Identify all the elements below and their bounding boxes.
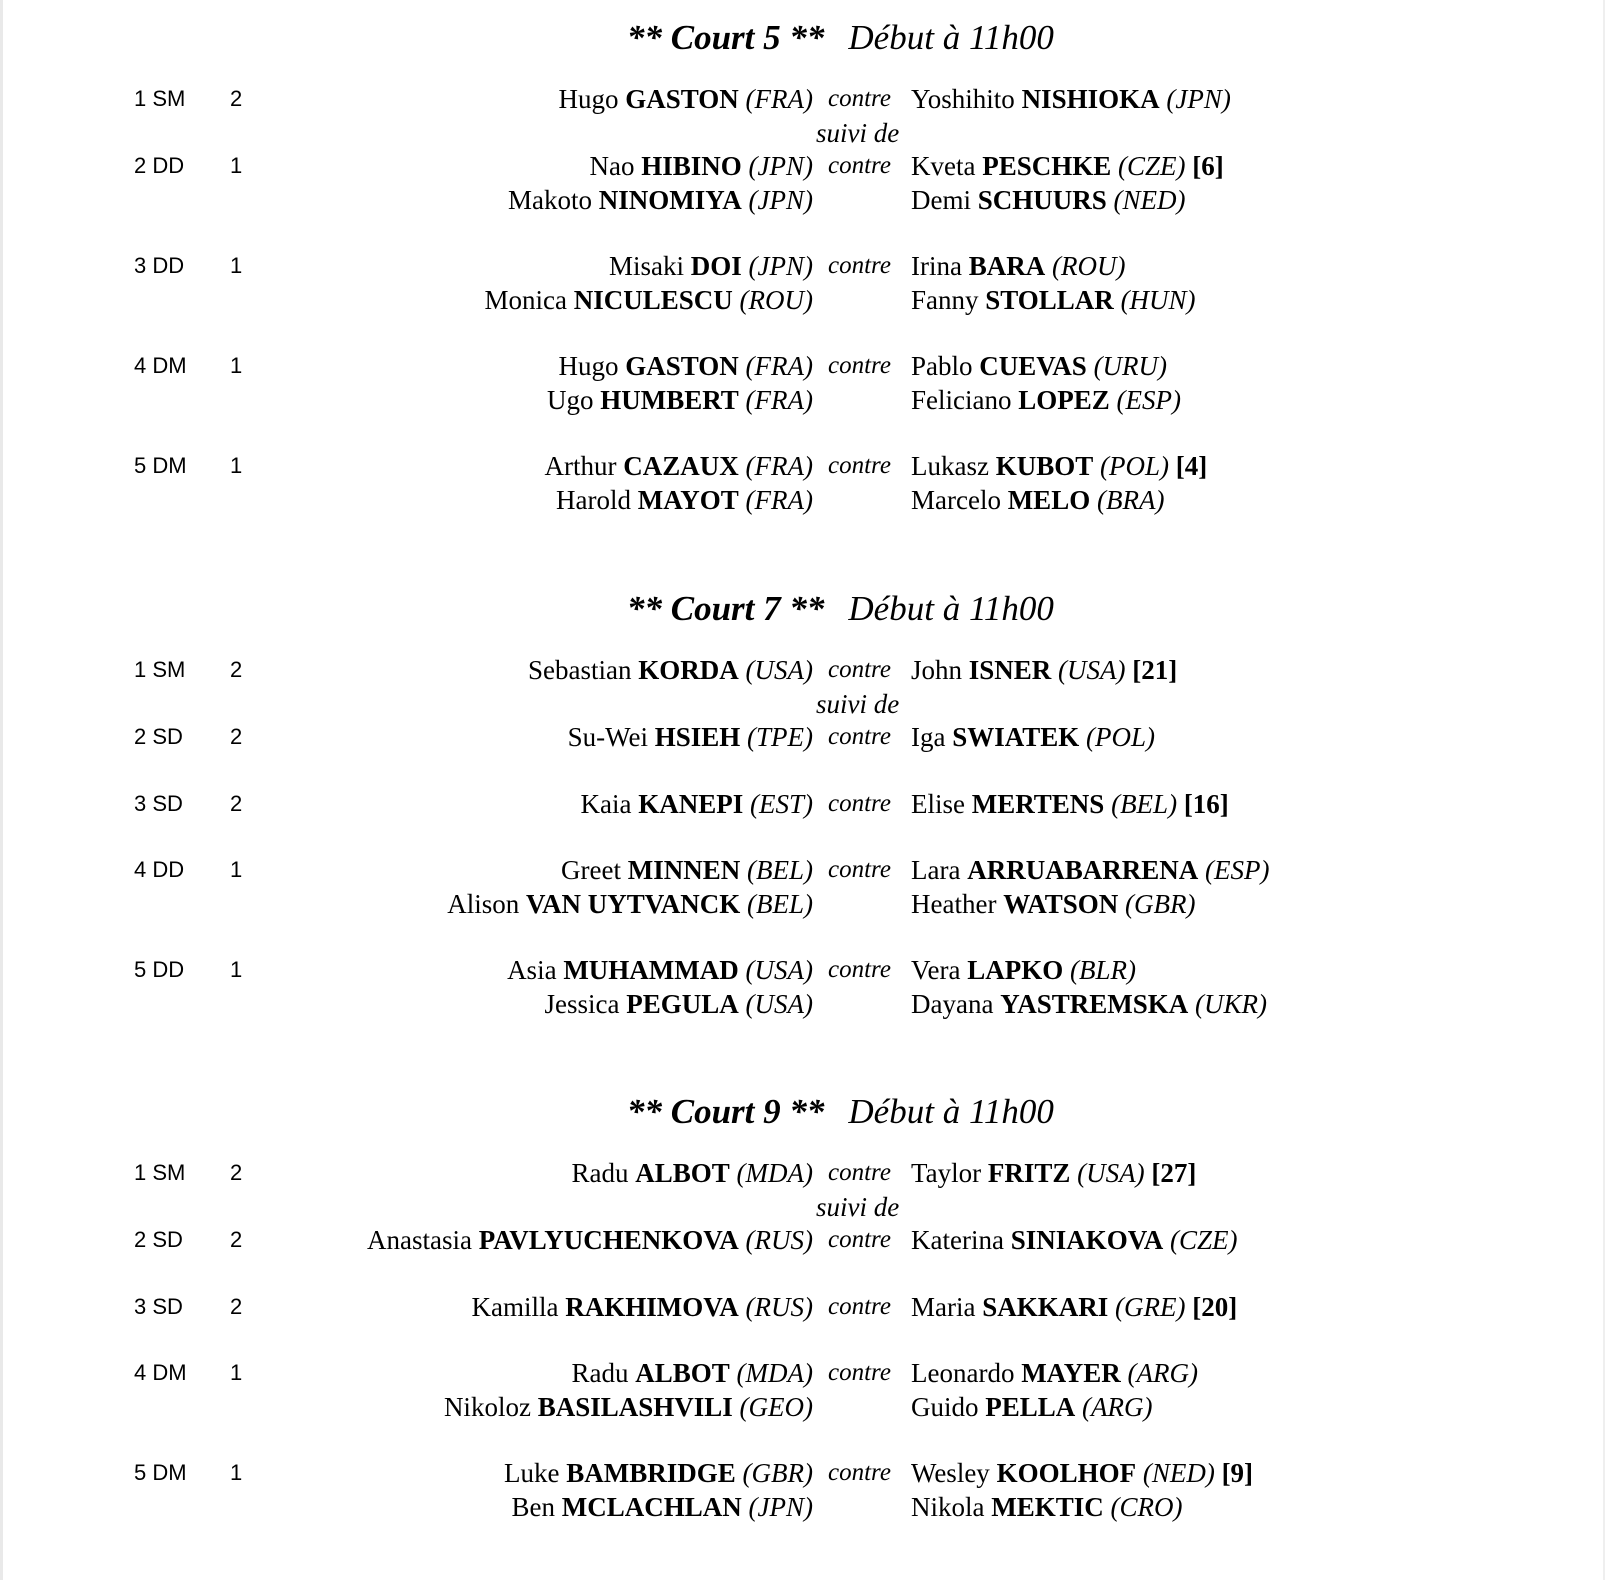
player-last-name: FRITZ: [987, 1158, 1071, 1188]
player-nationality: (BEL): [1111, 788, 1178, 819]
right-player: [911, 349, 1167, 383]
player-first-name: Dayana: [911, 988, 994, 1019]
player-first-name: Nikola: [911, 1491, 985, 1522]
match-sets: 2: [230, 1293, 243, 1319]
player-last-name: VAN UYTVANCK: [525, 888, 741, 919]
left-player: [528, 653, 813, 687]
player-last-name: CUEVAS: [979, 351, 1087, 381]
court-header: [627, 1090, 1054, 1134]
player-last-name: MEKTIC: [991, 1491, 1104, 1522]
match-sets: 2: [230, 724, 243, 749]
versus-label: contre: [828, 956, 891, 983]
player-last-name: PELLA: [985, 1391, 1076, 1422]
player-last-name: HIBINO: [641, 151, 742, 181]
player-nationality: (GBR): [742, 1458, 813, 1488]
player-first-name: Lukasz: [911, 451, 989, 481]
match-sets: 1: [230, 253, 243, 278]
match-code: 5 DD: [134, 957, 185, 982]
player-first-name: Makoto: [508, 184, 593, 215]
player-nationality: (EST): [750, 788, 813, 819]
match-line: [0, 1490, 1605, 1524]
right-player: [911, 987, 1267, 1021]
match-line: [0, 1156, 1605, 1190]
player-first-name: Kveta: [911, 151, 976, 181]
player-seed: [4]: [1175, 451, 1208, 481]
player-first-name: Katerina: [911, 1225, 1004, 1255]
court-start-time: Début à 11h00: [848, 18, 1054, 57]
right-player: [911, 1456, 1253, 1490]
player-nationality: (FRA): [745, 84, 813, 114]
left-player: [484, 283, 813, 317]
player-last-name: SCHUURS: [977, 184, 1107, 215]
right-player: [911, 149, 1224, 183]
match-line: [0, 720, 1605, 754]
player-nationality: (ARG): [1082, 1391, 1153, 1422]
player-first-name: Nikoloz: [443, 1391, 531, 1422]
match-line: [0, 149, 1605, 183]
player-last-name: NISHIOKA: [1021, 84, 1160, 114]
court-name: Court 9: [670, 1092, 781, 1131]
match-sets: 1: [230, 453, 243, 478]
player-first-name: Radu: [571, 1358, 629, 1388]
match-code: 1 SM: [134, 1160, 186, 1185]
player-last-name: ALBOT: [635, 1158, 730, 1188]
player-last-name: SWIATEK: [952, 722, 1080, 752]
player-nationality: (USA): [745, 955, 813, 985]
left-player: [572, 1356, 814, 1390]
player-last-name: MAYOT: [637, 484, 739, 515]
player-first-name: Ben: [511, 1491, 556, 1522]
right-player: [911, 449, 1207, 483]
player-first-name: Feliciano: [911, 384, 1012, 415]
match-line: [0, 349, 1605, 383]
match-line: [0, 1356, 1605, 1390]
followed-by-label: suivi de: [816, 1191, 900, 1222]
left-player: [507, 953, 813, 987]
player-nationality: (BLR): [1069, 955, 1136, 985]
court-stars-open: **: [627, 18, 662, 57]
right-player: [911, 383, 1181, 417]
player-nationality: (TPE): [747, 722, 813, 752]
match-code: 4 DD: [134, 857, 185, 882]
match-sets: 1: [230, 1360, 243, 1385]
player-first-name: Luke: [504, 1458, 560, 1488]
left-player: [581, 787, 813, 821]
match-line: [0, 183, 1605, 217]
player-last-name: BASILASHVILI: [537, 1391, 733, 1422]
player-last-name: PAVLYUCHENKOVA: [478, 1225, 739, 1255]
player-nationality: (BRA): [1096, 484, 1165, 515]
player-last-name: NINOMIYA: [598, 184, 742, 215]
match-code: 5 DM: [134, 1460, 187, 1485]
player-nationality: (RUS): [745, 1291, 813, 1322]
left-player: [512, 1490, 813, 1524]
versus-label: contre: [828, 789, 891, 817]
match-line: [0, 653, 1605, 687]
player-nationality: (GBR): [1124, 888, 1196, 919]
player-last-name: BAMBRIDGE: [566, 1458, 736, 1488]
player-last-name: GASTON: [625, 84, 739, 114]
right-player: [911, 283, 1196, 317]
player-last-name: YASTREMSKA: [1000, 988, 1189, 1019]
versus-label: contre: [828, 1159, 891, 1186]
player-seed: [16]: [1183, 788, 1229, 819]
left-player: [472, 1290, 813, 1324]
player-first-name: Asia: [507, 955, 557, 985]
player-first-name: Kamilla: [471, 1291, 559, 1322]
left-player: [504, 1456, 813, 1490]
player-last-name: ALBOT: [635, 1358, 730, 1388]
player-first-name: Ugo: [546, 384, 594, 415]
right-player: [911, 483, 1164, 517]
court-name: Court 5: [670, 18, 781, 57]
match-line: [0, 1290, 1605, 1324]
player-first-name: Guido: [911, 1391, 979, 1422]
match-line: [0, 483, 1605, 517]
player-nationality: (ESP): [1204, 855, 1270, 885]
left-player: [545, 987, 813, 1021]
versus-label: contre: [828, 1226, 891, 1253]
player-first-name: Fanny: [911, 284, 979, 315]
match-code: 3 SD: [134, 790, 183, 816]
right-player: [911, 1223, 1238, 1257]
versus-label: contre: [828, 352, 891, 379]
player-nationality: (USA): [745, 988, 813, 1019]
player-nationality: (JPN): [748, 151, 813, 181]
left-player: [561, 853, 813, 887]
player-nationality: (FRA): [745, 384, 813, 415]
player-nationality: (CZE): [1170, 1225, 1238, 1255]
versus-label: contre: [828, 1359, 891, 1386]
player-nationality: (JPN): [748, 1491, 813, 1522]
match-line: [0, 1223, 1605, 1257]
player-seed: [20]: [1192, 1291, 1238, 1322]
left-player: [590, 149, 813, 183]
player-last-name: WATSON: [1003, 888, 1119, 919]
match-line: [0, 1456, 1605, 1490]
versus-label: contre: [828, 452, 891, 479]
match-sets: 2: [230, 86, 243, 111]
right-player: [911, 720, 1155, 754]
player-first-name: John: [911, 655, 963, 685]
player-nationality: (UKR): [1195, 988, 1267, 1019]
player-nationality: (FRA): [745, 484, 813, 515]
versus-label: contre: [828, 856, 891, 883]
right-player: [911, 787, 1229, 821]
player-nationality: (JPN): [748, 184, 813, 215]
match-line: [0, 887, 1605, 921]
match-line: [0, 383, 1605, 417]
match-line: [0, 953, 1605, 987]
right-player: [911, 653, 1177, 687]
versus-label: contre: [828, 1459, 891, 1486]
player-nationality: (USA): [1058, 655, 1126, 685]
player-first-name: Maria: [911, 1291, 976, 1322]
match-code: 3 SD: [134, 1293, 183, 1319]
player-nationality: (NED): [1113, 184, 1186, 215]
match-sets: 1: [230, 957, 243, 982]
match-code: 1 SM: [134, 86, 186, 111]
match-sets: 2: [230, 790, 243, 816]
player-last-name: MCLACHLAN: [561, 1491, 742, 1522]
match-line: [0, 283, 1605, 317]
player-nationality: (POL): [1086, 722, 1156, 752]
player-last-name: KOOLHOF: [996, 1458, 1137, 1488]
player-nationality: (USA): [1077, 1158, 1145, 1188]
player-nationality: (BEL): [747, 888, 813, 919]
player-first-name: Taylor: [911, 1158, 982, 1188]
right-player: [911, 853, 1269, 887]
right-player: [911, 1290, 1237, 1324]
player-first-name: Iga: [911, 722, 946, 752]
match-code: 4 DM: [134, 1360, 187, 1385]
match-sets: 2: [230, 1227, 243, 1252]
match-line: [0, 987, 1605, 1021]
player-first-name: Hugo: [558, 351, 619, 381]
versus-label: contre: [828, 252, 891, 279]
right-player: [911, 1156, 1196, 1190]
player-nationality: (JPN): [1166, 84, 1231, 114]
versus-label: contre: [828, 152, 891, 179]
followed-by-label: suivi de: [816, 688, 900, 719]
player-last-name: MUHAMMAD: [563, 955, 739, 985]
followed-by-label: suivi de: [816, 117, 900, 148]
player-nationality: (GRE): [1115, 1291, 1186, 1322]
left-player: [367, 1223, 813, 1257]
left-player: [558, 82, 813, 116]
court-stars-open: **: [627, 1092, 662, 1131]
player-nationality: (JPN): [748, 251, 813, 281]
player-first-name: Marcelo: [911, 484, 1001, 515]
match-code: 4 DM: [134, 353, 187, 378]
player-nationality: (GEO): [739, 1391, 813, 1422]
player-last-name: DOI: [690, 251, 742, 281]
player-nationality: (NED): [1142, 1458, 1215, 1488]
player-last-name: HSIEH: [654, 722, 741, 752]
match-code: 3 DD: [134, 253, 185, 278]
match-code: 2 DD: [134, 153, 185, 178]
player-last-name: MERTENS: [971, 788, 1105, 819]
player-last-name: CAZAUX: [623, 451, 739, 481]
player-first-name: Elise: [911, 788, 965, 819]
player-first-name: Demi: [911, 184, 971, 215]
player-first-name: Lara: [911, 855, 961, 885]
player-first-name: Sebastian: [528, 655, 632, 685]
left-player: [545, 449, 813, 483]
right-player: [911, 82, 1231, 116]
player-seed: [6]: [1192, 151, 1224, 181]
player-nationality: (CRO): [1110, 1491, 1183, 1522]
player-last-name: PEGULA: [626, 988, 739, 1019]
court-start-time: Début à 11h00: [848, 589, 1054, 628]
left-player: [447, 887, 813, 921]
left-player: [568, 720, 813, 754]
player-last-name: SAKKARI: [982, 1291, 1109, 1322]
player-last-name: HUMBERT: [600, 384, 739, 415]
player-nationality: (MDA): [736, 1158, 813, 1188]
match-sets: 2: [230, 1160, 243, 1185]
left-player: [508, 183, 813, 217]
player-first-name: Arthur: [544, 451, 617, 481]
player-last-name: MELO: [1007, 484, 1091, 515]
player-last-name: LOPEZ: [1018, 384, 1110, 415]
court-stars-close: **: [789, 589, 825, 628]
left-player: [556, 483, 813, 517]
player-nationality: (POL): [1100, 451, 1169, 481]
player-first-name: Anastasia: [366, 1225, 472, 1255]
right-player: [911, 1490, 1183, 1524]
left-player: [572, 1156, 814, 1190]
match-code: 1 SM: [134, 657, 186, 682]
left-player: [558, 349, 813, 383]
player-first-name: Su-Wei: [567, 722, 648, 752]
court-stars-close: **: [789, 1092, 825, 1131]
court-start-time: Début à 11h00: [848, 1092, 1054, 1131]
player-nationality: (CZE): [1118, 151, 1186, 181]
player-first-name: Misaki: [609, 251, 685, 281]
versus-label: contre: [828, 85, 891, 112]
player-first-name: Monica: [484, 284, 567, 315]
player-first-name: Pablo: [911, 351, 973, 381]
player-last-name: PESCHKE: [982, 151, 1112, 181]
player-last-name: MAYER: [1021, 1358, 1121, 1388]
player-seed: [27]: [1151, 1158, 1197, 1188]
player-nationality: (FRA): [745, 451, 813, 481]
versus-label: contre: [828, 656, 891, 683]
player-first-name: Vera: [911, 955, 961, 985]
player-seed: [9]: [1221, 1458, 1254, 1488]
right-player: [911, 183, 1186, 217]
match-code: 5 DM: [134, 453, 187, 478]
player-first-name: Leonardo: [911, 1358, 1015, 1388]
right-player: [911, 1356, 1198, 1390]
court-header: [627, 587, 1054, 631]
player-last-name: SINIAKOVA: [1010, 1225, 1164, 1255]
player-nationality: (ESP): [1116, 384, 1181, 415]
left-player: [609, 249, 813, 283]
player-nationality: (MDA): [736, 1358, 813, 1388]
right-player: [911, 1390, 1153, 1424]
player-first-name: Nao: [589, 151, 635, 181]
match-line: [0, 449, 1605, 483]
player-nationality: (BEL): [747, 855, 813, 885]
match-line: [0, 82, 1605, 116]
player-nationality: (ARG): [1127, 1358, 1198, 1388]
match-code: 2 SD: [134, 724, 183, 749]
player-nationality: (RUS): [745, 1225, 813, 1255]
match-sets: 1: [230, 153, 243, 178]
player-last-name: KANEPI: [638, 788, 744, 819]
match-sets: 1: [230, 353, 243, 378]
match-code: 2 SD: [134, 1227, 183, 1252]
player-last-name: KORDA: [638, 655, 739, 685]
right-player: [911, 887, 1195, 921]
match-line: [0, 249, 1605, 283]
player-first-name: Radu: [571, 1158, 629, 1188]
player-first-name: Wesley: [911, 1458, 990, 1488]
match-line: [0, 1390, 1605, 1424]
match-sets: 2: [230, 657, 243, 682]
court-stars-close: **: [789, 18, 825, 57]
player-first-name: Yoshihito: [911, 84, 1015, 114]
player-first-name: Alison: [447, 888, 520, 919]
player-last-name: ISNER: [968, 655, 1052, 685]
player-last-name: NICULESCU: [573, 284, 733, 315]
player-first-name: Harold: [556, 484, 632, 515]
court-header: [627, 16, 1054, 60]
player-last-name: STOLLAR: [985, 284, 1114, 315]
player-last-name: ARRUABARRENA: [967, 855, 1199, 885]
versus-label: contre: [828, 723, 891, 750]
match-sets: 1: [230, 1460, 243, 1485]
player-first-name: Kaia: [580, 788, 632, 819]
match-sets: 1: [230, 857, 243, 882]
player-last-name: LAPKO: [967, 955, 1064, 985]
match-line: [0, 853, 1605, 887]
player-first-name: Jessica: [544, 988, 620, 1019]
versus-label: contre: [828, 1292, 891, 1320]
right-player: [911, 953, 1136, 987]
player-nationality: (ROU): [739, 284, 813, 315]
match-line: [0, 787, 1605, 821]
player-first-name: Irina: [911, 251, 962, 281]
player-seed: [21]: [1132, 655, 1178, 685]
player-last-name: MINNEN: [627, 855, 741, 885]
right-player: [911, 249, 1125, 283]
court-stars-open: **: [627, 589, 662, 628]
player-nationality: (FRA): [745, 351, 813, 381]
court-name: Court 7: [670, 589, 781, 628]
player-last-name: BARA: [968, 251, 1046, 281]
player-last-name: KUBOT: [995, 451, 1094, 481]
player-nationality: (URU): [1093, 351, 1168, 381]
player-nationality: (HUN): [1120, 284, 1196, 315]
player-last-name: GASTON: [625, 351, 739, 381]
player-nationality: (ROU): [1051, 251, 1126, 281]
player-first-name: Hugo: [558, 84, 619, 114]
player-first-name: Greet: [561, 855, 622, 885]
player-last-name: RAKHIMOVA: [565, 1291, 739, 1322]
left-player: [444, 1390, 813, 1424]
left-player: [547, 383, 813, 417]
player-first-name: Heather: [911, 888, 997, 919]
player-nationality: (USA): [745, 655, 813, 685]
